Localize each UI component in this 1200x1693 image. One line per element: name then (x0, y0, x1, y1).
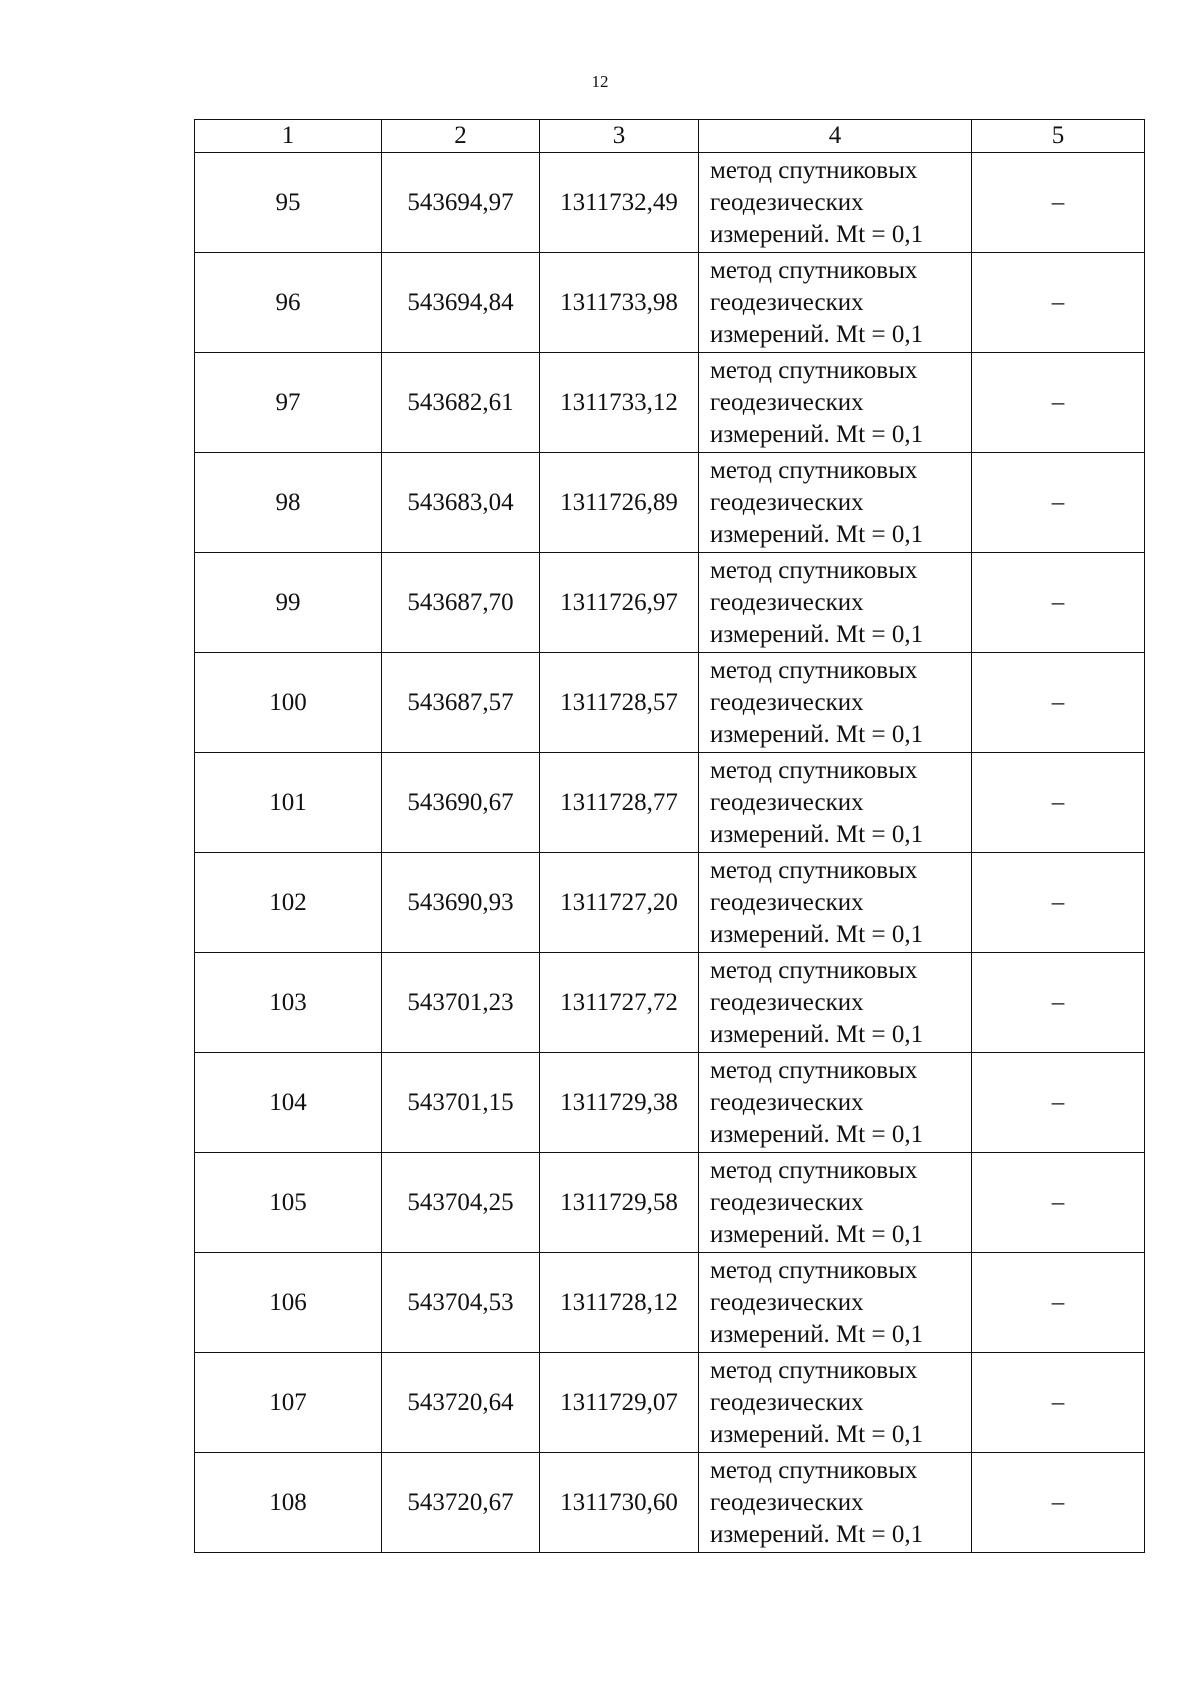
method-line: метод спутниковых (710, 1456, 918, 1484)
column-5-cell: – (972, 253, 1145, 353)
column-5-cell: – (972, 1053, 1145, 1153)
method-line: геодезических (710, 1288, 864, 1316)
method-line: метод спутниковых (710, 1356, 918, 1384)
method-line: измерений. Mt = 0,1 (710, 620, 924, 648)
method-line: измерений. Mt = 0,1 (710, 520, 924, 548)
method-line: геодезических (710, 688, 864, 716)
method-line: геодезических (710, 788, 864, 816)
point-number-cell: 104 (195, 1053, 382, 1153)
column-5-cell: – (972, 1353, 1145, 1453)
point-number-cell: 97 (195, 353, 382, 453)
y-coordinate-cell: 1311727,20 (540, 853, 699, 953)
method-line: метод спутниковых (710, 1156, 918, 1184)
method-cell (699, 1153, 972, 1253)
method-line: измерений. Mt = 0,1 (710, 820, 924, 848)
method-cell (699, 1053, 972, 1153)
x-coordinate-cell: 543720,67 (382, 1453, 540, 1553)
method-line: метод спутниковых (710, 156, 918, 184)
method-cell (699, 153, 972, 253)
table-row (195, 253, 1145, 353)
method-line: геодезических (710, 888, 864, 916)
column-header-2: 2 (382, 120, 540, 153)
table-row (195, 953, 1145, 1053)
table-row (195, 553, 1145, 653)
table-body (195, 153, 1145, 1553)
y-coordinate-cell: 1311732,49 (540, 153, 699, 253)
column-5-cell: – (972, 153, 1145, 253)
column-5-cell: – (972, 353, 1145, 453)
method-line: геодезических (710, 288, 864, 316)
method-line: метод спутниковых (710, 856, 918, 884)
point-number-cell: 105 (195, 1153, 382, 1253)
point-number-cell: 103 (195, 953, 382, 1053)
table-row (195, 753, 1145, 853)
method-cell (699, 1253, 972, 1353)
method-cell (699, 553, 972, 653)
table-row (195, 653, 1145, 753)
method-line: метод спутниковых (710, 1056, 918, 1084)
column-5-cell: – (972, 1253, 1145, 1353)
table-row (195, 853, 1145, 953)
method-cell (699, 453, 972, 553)
method-cell (699, 653, 972, 753)
point-number-cell: 106 (195, 1253, 382, 1353)
column-header-3: 3 (540, 120, 699, 153)
point-number-cell: 99 (195, 553, 382, 653)
column-5-cell: – (972, 1153, 1145, 1253)
coordinates-table (194, 119, 1145, 1553)
table-row (195, 153, 1145, 253)
x-coordinate-cell: 543704,53 (382, 1253, 540, 1353)
method-line: геодезических (710, 1188, 864, 1216)
column-header-4: 4 (699, 120, 972, 153)
header-row (195, 120, 1145, 153)
method-line: геодезических (710, 1488, 864, 1516)
y-coordinate-cell: 1311733,12 (540, 353, 699, 453)
point-number-cell: 101 (195, 753, 382, 853)
method-line: геодезических (710, 988, 864, 1016)
method-line: измерений. Mt = 0,1 (710, 420, 924, 448)
y-coordinate-cell: 1311726,97 (540, 553, 699, 653)
x-coordinate-cell: 543694,84 (382, 253, 540, 353)
y-coordinate-cell: 1311728,57 (540, 653, 699, 753)
method-line: измерений. Mt = 0,1 (710, 1520, 924, 1548)
method-line: метод спутниковых (710, 756, 918, 784)
column-header-5: 5 (972, 120, 1145, 153)
method-cell (699, 753, 972, 853)
x-coordinate-cell: 543683,04 (382, 453, 540, 553)
table-row (195, 1453, 1145, 1553)
table-row (195, 1353, 1145, 1453)
column-5-cell: – (972, 653, 1145, 753)
method-line: метод спутниковых (710, 956, 918, 984)
method-line: геодезических (710, 1388, 864, 1416)
method-line: измерений. Mt = 0,1 (710, 1120, 924, 1148)
x-coordinate-cell: 543690,93 (382, 853, 540, 953)
method-line: геодезических (710, 388, 864, 416)
y-coordinate-cell: 1311728,77 (540, 753, 699, 853)
method-line: метод спутниковых (710, 356, 918, 384)
table-row (195, 1053, 1145, 1153)
method-line: измерений. Mt = 0,1 (710, 1320, 924, 1348)
method-line: метод спутниковых (710, 456, 918, 484)
point-number-cell: 107 (195, 1353, 382, 1453)
y-coordinate-cell: 1311733,98 (540, 253, 699, 353)
method-line: метод спутниковых (710, 656, 918, 684)
method-line: измерений. Mt = 0,1 (710, 1020, 924, 1048)
y-coordinate-cell: 1311729,38 (540, 1053, 699, 1153)
y-coordinate-cell: 1311729,58 (540, 1153, 699, 1253)
column-header-1: 1 (195, 120, 382, 153)
method-cell (699, 953, 972, 1053)
method-cell (699, 353, 972, 453)
column-5-cell: – (972, 953, 1145, 1053)
method-line: измерений. Mt = 0,1 (710, 1220, 924, 1248)
method-line: геодезических (710, 488, 864, 516)
method-line: метод спутниковых (710, 556, 918, 584)
method-line: измерений. Mt = 0,1 (710, 920, 924, 948)
method-cell (699, 1453, 972, 1553)
point-number-cell: 100 (195, 653, 382, 753)
page-number: 12 (591, 72, 609, 91)
method-line: измерений. Mt = 0,1 (710, 720, 924, 748)
method-line: геодезических (710, 1088, 864, 1116)
x-coordinate-cell: 543704,25 (382, 1153, 540, 1253)
point-number-cell: 98 (195, 453, 382, 553)
y-coordinate-cell: 1311730,60 (540, 1453, 699, 1553)
method-line: метод спутниковых (710, 256, 918, 284)
y-coordinate-cell: 1311728,12 (540, 1253, 699, 1353)
x-coordinate-cell: 543687,70 (382, 553, 540, 653)
y-coordinate-cell: 1311726,89 (540, 453, 699, 553)
x-coordinate-cell: 543701,15 (382, 1053, 540, 1153)
table-row (195, 353, 1145, 453)
table-row (195, 453, 1145, 553)
table-header (195, 120, 1145, 153)
x-coordinate-cell: 543682,61 (382, 353, 540, 453)
method-line: геодезических (710, 588, 864, 616)
method-cell (699, 853, 972, 953)
column-5-cell: – (972, 453, 1145, 553)
x-coordinate-cell: 543720,64 (382, 1353, 540, 1453)
x-coordinate-cell: 543687,57 (382, 653, 540, 753)
column-5-cell: – (972, 753, 1145, 853)
y-coordinate-cell: 1311727,72 (540, 953, 699, 1053)
method-line: измерений. Mt = 0,1 (710, 320, 924, 348)
method-cell (699, 1353, 972, 1453)
method-line: метод спутниковых (710, 1256, 918, 1284)
table-row (195, 1253, 1145, 1353)
point-number-cell: 102 (195, 853, 382, 953)
column-5-cell: – (972, 553, 1145, 653)
column-5-cell: – (972, 853, 1145, 953)
point-number-cell: 108 (195, 1453, 382, 1553)
method-line: геодезических (710, 188, 864, 216)
x-coordinate-cell: 543694,97 (382, 153, 540, 253)
column-5-cell: – (972, 1453, 1145, 1553)
x-coordinate-cell: 543701,23 (382, 953, 540, 1053)
point-number-cell: 95 (195, 153, 382, 253)
y-coordinate-cell: 1311729,07 (540, 1353, 699, 1453)
x-coordinate-cell: 543690,67 (382, 753, 540, 853)
method-line: измерений. Mt = 0,1 (710, 220, 924, 248)
table-row (195, 1153, 1145, 1253)
point-number-cell: 96 (195, 253, 382, 353)
method-cell (699, 253, 972, 353)
method-line: измерений. Mt = 0,1 (710, 1420, 924, 1448)
